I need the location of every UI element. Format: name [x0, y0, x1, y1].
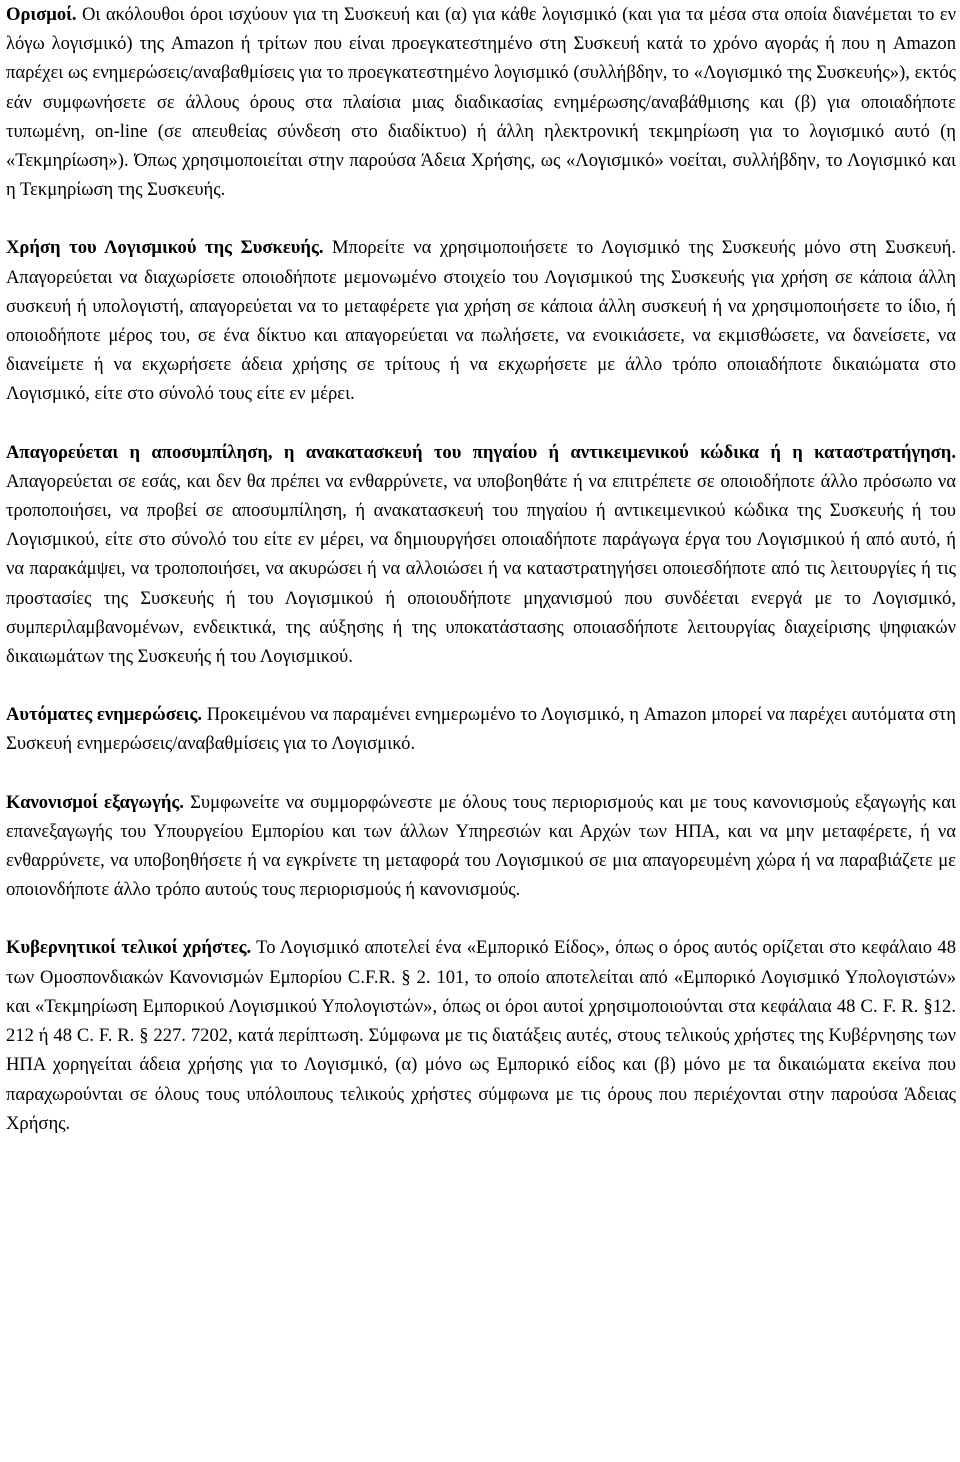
export-regulations-paragraph — [6, 788, 956, 905]
device-software-use-heading: Χρήση του Λογισμικού της Συσκευής. — [6, 237, 324, 259]
no-reverse-engineering-text: Απαγορεύεται σε εσάς, και δεν θα πρέπει να ενθαρρύνετε, να υποβοηθάτε ή να επιτρέπετε σε οποιοδήποτε άλλο πρόσωπο να τροποποιήσει, να προβεί σε αποσυμπίληση, ή ανακατασκευή του πηγαίου ή αντικειμενικού κώδικα της Συσκευής ή του Λογισμικού, είτε στο σύνολό του είτε εν μέρει, να δημιουργήσει οποιαδήποτε παράγωγα έργα του Λογισμικού ή από αυτό, ή να παρακάμψει, να τροποποιήσει, να ακυρώσει ή να αλλοιώσει ή να καταστρατηγήσει οποιεσδήποτε από τις λειτουργίες ή τις προστασίες της Συσκευής ή του Λογισμικού ή οποιουδήποτε μηχανισμού που συνδέεται ενεργά με το Λογισμικό, συμπεριλαμβανομένων, ενδεικτικά, της αύξησης ή της υποκατάστασης οποιασδήποτε λειτουργίας διαχείρισης ψηφιακών δικαιωμάτων της Συσκευής ή του Λογισμικού. — [6, 470, 956, 668]
government-end-users-heading: Κυβερνητικοί τελικοί χρήστες. — [6, 937, 252, 959]
definitions-text: Οι ακόλουθοι όροι ισχύουν για τη Συσκευή και (α) για κάθε λογισμικό (και για τα μέσα στα οποία διανέμεται το εν λόγω λογισμικό) της Amazon ή τρίτων που είναι προεγκατεστημένο στη Συσκευή κατά το χρόνο αγοράς ή που η Amazon παρέχει ως ενημερώσεις/αναβαθμίσεις για το προεγκατεστημένο λογισμικό (συλλήβδην, το «Λογισμικό της Συσκευής»), εκτός εάν συμφωνήσετε σε άλλους όρους στα πλαίσια μιας διαδικασίας ενημέρωσης/αναβάθμισης και (β) για οποιαδήποτε τυπωμένη, on-line (σε απευθείας σύνδεση στο διαδίκτυο) ή άλλη ηλεκτρονική τεκμηρίωση για το λογισμικό αυτό (η «Τεκμηρίωση»). Όπως χρησιμοποιείται στην παρούσα Άδεια Χρήσης, ως «Λογισμικό» νοείται, συλλήβδην, το Λογισμικό και η Τεκμηρίωση της Συσκευής. — [6, 4, 956, 201]
government-end-users-paragraph — [6, 933, 956, 1137]
no-reverse-engineering-paragraph — [6, 438, 956, 672]
government-end-users-text: Το Λογισμικό αποτελεί ένα «Εμπορικό Είδος», όπως ο όρος αυτός ορίζεται στο κεφάλαιο 48 των Ομοσπονδιακών Κανονισμών Εμπορίου C.F.R. § 2. 101, το οποίο αποτελείται από «Εμπορικό Λογισμικό Υπολογιστών» και «Τεκμηρίωση Εμπορικού Λογισμικού Υπολογιστών», όπως οι όροι αυτοί χρησιμοποιούνται στα κεφάλαια 48 C. F. R. §12. 212 ή 48 C. F. R. § 227. 7202, κατά περίπτωση. Σύμφωνα με τις διατάξεις αυτές, στους τελικούς χρήστες της Κυβέρνησης των ΗΠΑ χορηγείται άδεια χρήσης για το Λογισμικό, (α) μόνο ως Εμπορικό είδος και (β) μόνο με τα δικαιώματα εκείνα που παραχωρούνται σε όλους τους υπόλοιπους τελικούς χρήστες σύμφωνα με τις όρους που περιέχονται στην παρούσα Άδειας Χρήσης. — [6, 937, 956, 1134]
export-regulations-heading: Κανονισμοί εξαγωγής. — [6, 791, 184, 813]
device-software-use-text: Μπορείτε να χρησιμοποιήσετε το Λογισμικό της Συσκευής μόνο στη Συσκευή. Απαγορεύεται να διαχωρίσετε οποιοδήποτε μεμονωμένο στοιχείο του Λογισμικού της Συσκευής για χρήση σε κάποια άλλη συσκευή ή υπολογιστή, απαγορεύεται να το μεταφέρετε για χρήση σε κάποια άλλη συσκευή ή να χρησιμοποιήσετε το ίδιο, ή οποιοδήποτε μέρος του, σε ένα δίκτυο και απαγορεύεται να πωλήσετε, να ενοικιάσετε, να εκμισθώσετε, να δανείσετε, να διανείμετε ή να εκχωρήσετε άδεια χρήσης σε τρίτους ή να εκχωρήσετε με άλλο τρόπο οποιαδήποτε δικαιώματα στο Λογισμικό, είτε στο σύνολό τους είτε εν μέρει. — [6, 237, 956, 405]
automatic-updates-heading: Αυτόματες ενημερώσεις. — [6, 704, 203, 726]
automatic-updates-text: Προκειμένου να παραμένει ενημερωμένο το Λογισμικό, η Amazon μπορεί να παρέχει αυτόματα στη Συσκευή ενημερώσεις/αναβαθμίσεις για το Λογισμικό. — [6, 704, 956, 755]
automatic-updates-paragraph — [6, 700, 956, 758]
definitions-paragraph — [6, 0, 956, 204]
export-regulations-text: Συμφωνείτε να συμμορφώνεστε με όλους τους περιορισμούς και με τους κανονισμούς εξαγωγής και επανεξαγωγής του Υπουργείου Εμπορίου και των άλλων Υπηρεσιών και Αρχών των ΗΠΑ, και να μην μεταφέρετε, ή να ενθαρρύνετε, να υποβοηθήσετε ή να εγκρίνετε τη μεταφορά του Λογισμικού σε μια απαγορευμένη χώρα ή να παραβιάζετε με οποιονδήποτε άλλο τρόπο αυτούς τους περιορισμούς ή κανονισμούς. — [6, 791, 956, 901]
no-reverse-engineering-heading: Απαγορεύεται η αποσυμπίληση, η ανακατασκευή του πηγαίου ή αντικειμενικού κώδικα ή η καταστρατήγηση. — [6, 441, 956, 463]
definitions-heading: Ορισμοί. — [6, 4, 77, 25]
device-software-use-paragraph — [6, 233, 956, 408]
